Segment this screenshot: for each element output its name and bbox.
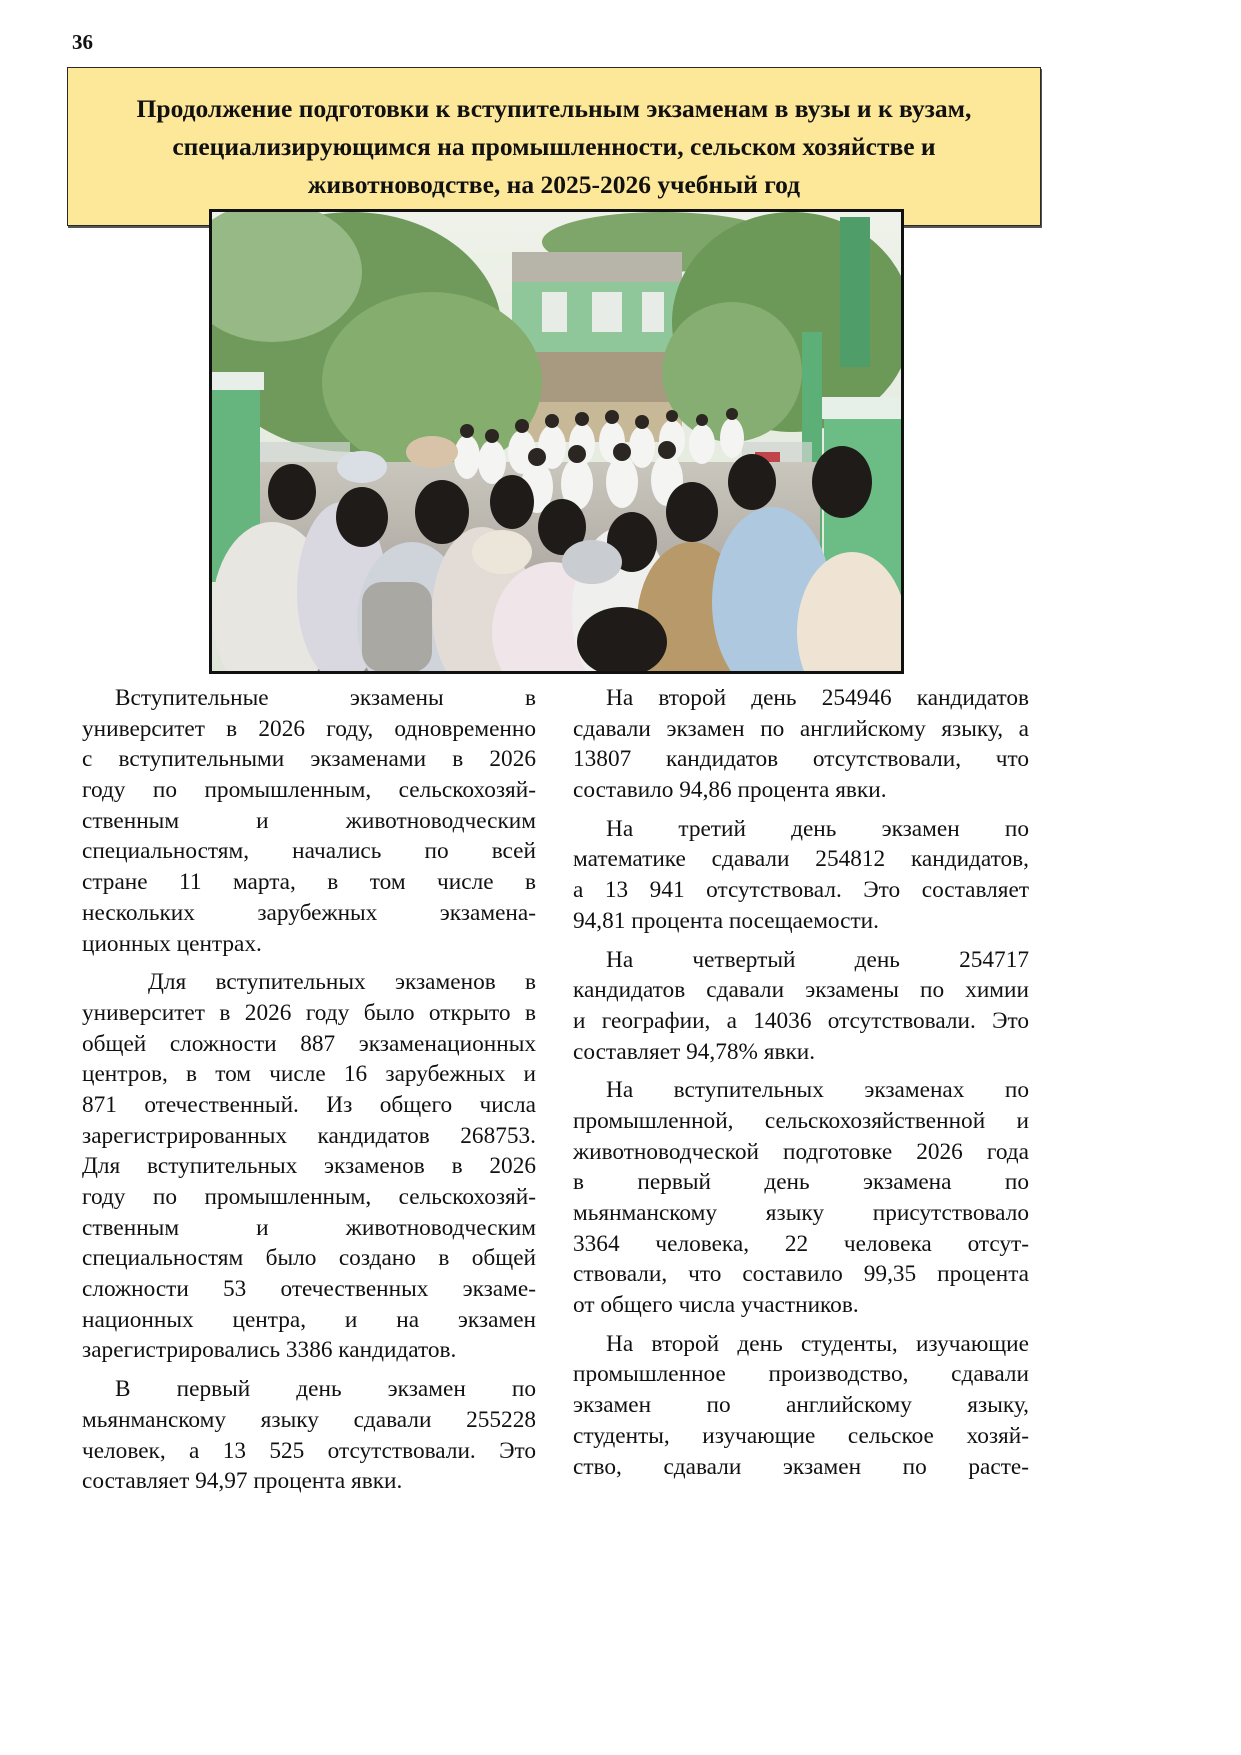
crowd-photo-illustration — [212, 212, 901, 671]
text-line: промышленной, сельскохозяйственной и — [573, 1107, 1029, 1134]
text-line: промышленное производство, сдавали — [573, 1361, 1029, 1388]
text-line: году по промышленным, сельскохозяй- — [82, 777, 536, 804]
text-line: с вступительными экзаменами в 2026 — [82, 746, 536, 773]
text-line: специальностям, начались по всей — [82, 838, 536, 865]
text-line: в первый день экзамена по — [573, 1169, 1029, 1196]
text-line: сдавали экзамен по английскому языку, а — [573, 715, 1029, 742]
text-line: стране 11 марта, в том числе в — [82, 869, 536, 896]
text-line: общей сложности 887 экзаменационных — [82, 1030, 536, 1057]
paragraph — [573, 683, 1029, 806]
text-line: человек, а 13 525 отсутствовали. Это — [82, 1437, 536, 1464]
text-line: животноводческой подготовке 2026 года — [573, 1138, 1029, 1165]
text-line: мьянманскому языку присутствовало — [573, 1200, 1029, 1226]
text-line: 3364 человека, 22 человека отсут- — [573, 1230, 1029, 1257]
text-line: 94,81 процента посещаемости. — [573, 907, 879, 934]
right-column — [573, 683, 1029, 1490]
text-line: составляет 94,97 процента явки. — [82, 1468, 403, 1495]
text-line: зарегистрировались 3386 кандидатов. — [82, 1337, 457, 1364]
news-photo — [209, 209, 904, 674]
text-line: экзамен по английскому языку, — [573, 1392, 1029, 1419]
text-line: университет в 2026 году, одновременно — [82, 715, 536, 742]
page-number: 36 — [72, 30, 93, 54]
text-line: Вступительные экзамены в — [115, 685, 536, 711]
title-line: Продолжение подготовки к вступительным экзаменам в вузы и к вузам, — [136, 93, 972, 123]
text-line: а 13 941 отсутствовал. Это составляет — [573, 877, 1029, 904]
text-line: студенты, изучающие сельское хозяй- — [573, 1422, 1029, 1449]
paragraph — [573, 814, 1029, 937]
text-line: и географии, а 14036 отсутствовали. Это — [573, 1007, 1029, 1034]
text-line: ционных центрах. — [82, 930, 262, 957]
paragraph — [82, 967, 536, 1366]
paragraph — [573, 945, 1029, 1068]
text-line: 871 отечественный. Из общего числа — [82, 1091, 536, 1118]
paragraph — [82, 683, 536, 959]
title-box — [67, 67, 1041, 226]
paragraph — [82, 1374, 536, 1497]
paragraph — [573, 1075, 1029, 1321]
text-line: 13807 кандидатов отсутствовали, что — [573, 746, 1029, 773]
text-line: ство, сдавали экзамен по расте- — [573, 1453, 1029, 1480]
text-line: составило 94,86 процента явки. — [573, 777, 887, 804]
text-line: от общего числа участников. — [573, 1292, 859, 1319]
text-line: кандидатов сдавали экзамены по химии — [573, 977, 1029, 1004]
text-line: Для вступительных экзаменов в 2026 — [82, 1153, 536, 1180]
text-line: составляет 94,78% явки. — [573, 1038, 816, 1065]
text-line: специальностям было создано в общей — [82, 1245, 536, 1272]
paragraph — [573, 1329, 1029, 1482]
text-line: На второй день 254946 кандидатов — [606, 685, 1029, 711]
text-line: В первый день экзамен по — [115, 1376, 536, 1403]
text-line: году по промышленным, сельскохозяй- — [82, 1184, 536, 1210]
text-line: На вступительных экзаменах по — [606, 1077, 1029, 1104]
text-line: ственным и животноводческим — [82, 807, 536, 834]
text-line: нескольких зарубежных экзамена- — [82, 899, 536, 926]
text-line: сложности 53 отечественных экзаме- — [82, 1276, 536, 1303]
title-line: специализирующимся на промышленности, сельском хозяйстве и — [172, 131, 936, 161]
text-line: ствовали, что составило 99,35 процента — [573, 1261, 1029, 1288]
title-line: животноводстве, на 2025-2026 учебный год — [307, 169, 801, 199]
text-line: зарегистрированных кандидатов 268753. — [82, 1122, 536, 1149]
text-line: Для вступительных экзаменов в — [148, 969, 536, 996]
text-line: На второй день студенты, изучающие — [606, 1330, 1029, 1357]
text-line: национных центра, и на экзамен — [82, 1306, 536, 1333]
text-line: На третий день экзамен по — [606, 815, 1029, 842]
text-line: На четвертый день 254717 — [606, 946, 1029, 973]
text-line: центров, в том числе 16 зарубежных и — [82, 1061, 536, 1088]
text-line: математике сдавали 254812 кандидатов, — [573, 846, 1029, 873]
text-line: университет в 2026 году было открыто в — [82, 999, 536, 1026]
text-line: ственным и животноводческим — [82, 1214, 536, 1241]
text-line: мьянманскому языку сдавали 255228 — [82, 1406, 536, 1433]
left-column — [82, 683, 536, 1505]
